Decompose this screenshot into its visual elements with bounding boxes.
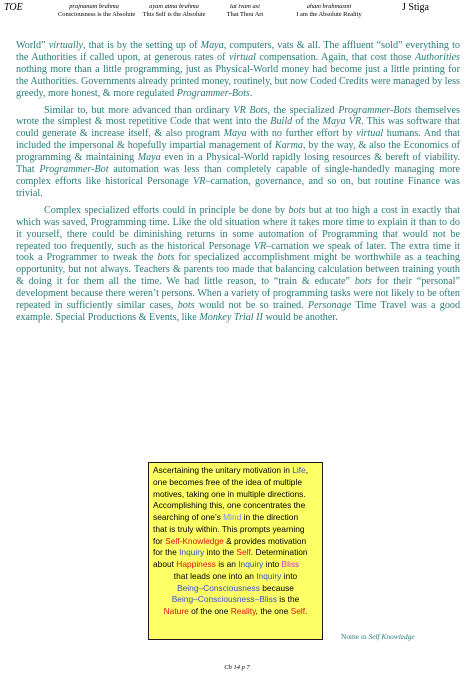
body-text (16, 40, 460, 329)
quote-attribution: Nome in Self Knowledge (341, 632, 415, 641)
mahavakya-1: prajnanam brahma Consciousness is the Absolute (58, 3, 136, 18)
quote-line: Nature of the one Reality, the one Self. (163, 606, 308, 616)
page-header (0, 0, 474, 44)
quote-line: searching of one’s Mind in the direction (153, 512, 299, 522)
page-footer: Ch 14 p 7 (224, 664, 250, 671)
header-author: J Stiga (402, 2, 429, 13)
quote-line: Accomplishing this, one concentrates the (153, 500, 306, 511)
header-title: TOE (4, 2, 23, 13)
mahavakya-2: ayam atma brahma This Self is the Absolute (142, 3, 206, 18)
quote-line: one becomes free of the idea of multiple (153, 476, 302, 487)
paragraph-1: World” virtually, that is by the setting up of Maya, computers, vats & all. The affluent “sold” everything to the Authorities if called upon, at generous rates of virtual compensation. Again, that cost those Authorities nothing more than a little programming, just as Physical-World money had become just a little printing for the Authorities. Governments already printed money, routinely, but now Coded Credits were managed by less greedy, more honest, & more regulated Programmer-Bots. (16, 40, 460, 99)
quote-line: Being–Consciousness because (177, 582, 294, 593)
quote-line: Ascertaining the unitary motivation in Life, (153, 465, 309, 475)
mahavakya-3: tat tvam asi That Thou Art (226, 3, 264, 18)
paragraph-3: Complex specialized efforts could in principle be done by bots but at too high a cost in exactly that which was saved, Programming time. Like the old situation where it takes more time to explain it than to do it yourself, there could be diminishing returns in some automation of Programming that would not be repeated too frequently, such as the historical Personage VR–carnation we speak of later. The extra time it took a Programmer to tweak the bots for specialized accomplishment might be worthwhile as a teaching opportunity, but not always. Teachers & parents too made that balancing calculation between training youth & doing it for them all the time. We had little reason, to “train & educate” bots for their “personal” development because there weren’t persons. When a variety of programming tasks were not likely to be often repeated in sufficiently similar cases, bots would not be so trained. Personage Time Travel was a good example. Special Productions & Events, like Monkey Trial II would be another. (16, 204, 461, 323)
quote-line: that leads one into an Inquiry into (173, 570, 298, 581)
quote-box (148, 462, 323, 640)
quote-line: Being–Consciousness–Bliss is the (171, 594, 300, 605)
quote-line: about Happiness is an Inquiry into Bliss (153, 559, 300, 569)
quote-line: for the Inquiry into the Self. Determination (153, 547, 308, 558)
paragraph-2: Similar to, but more advanced than ordinary VR Bots, the specialized Programmer-Bots themselves wrote the simplest & most repetitive Code that went into the Build of the Maya VR. This was software that could generate & increase itself, & also program Maya with no further effort by virtual humans. And that included the impersonal & hopefully impartial management of Karma, by the way, & also the Economics of programming & maintaining Maya even in a Physical-World rapidly losing resources & bereft of viability. That Programmer-Bot automation was less than completely capable of single-handedly managing more complex efforts like historical Personage VR–carnation, governance, and so on, but routine Finance was trivial. (16, 104, 461, 199)
quote-line: motives, taking one in multiple directions. (153, 488, 306, 499)
mahavakya-4: aham brahmasmi I am the Absolute Reality (296, 3, 362, 18)
quote-line: for Self-Knowledge & provides motivation (153, 535, 307, 546)
quote-line: that is truly within. This prompts yearning (153, 523, 305, 534)
